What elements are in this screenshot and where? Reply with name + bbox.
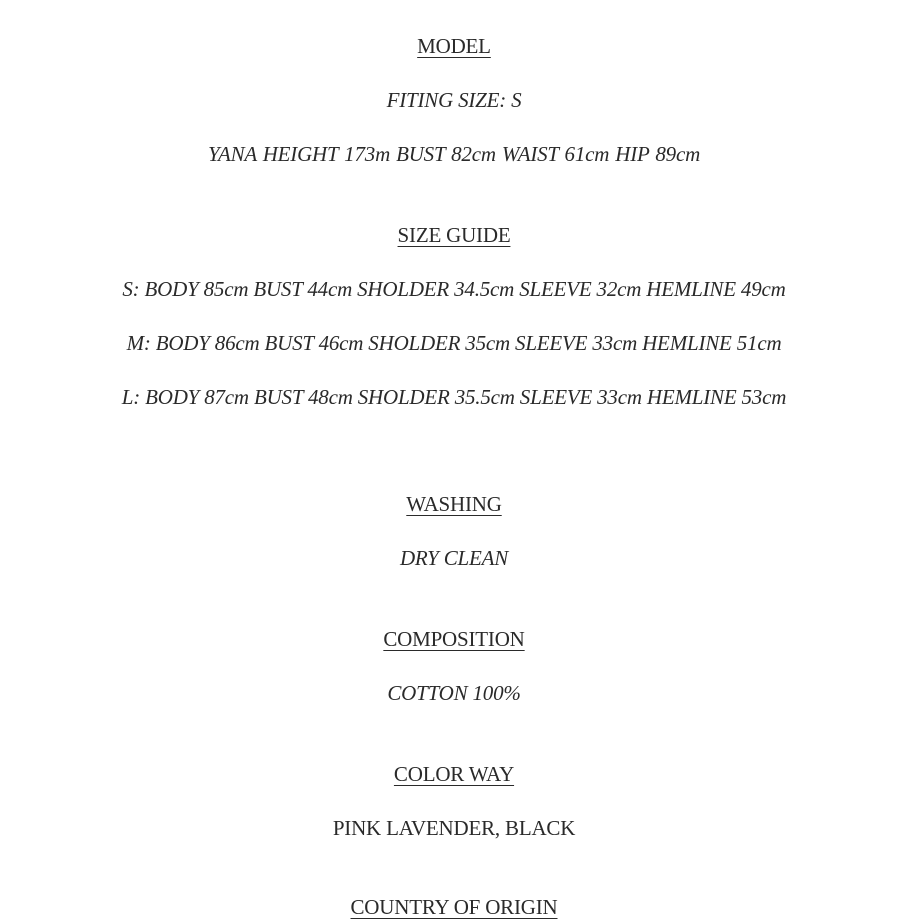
color-way-value: PINK LAVENDER, BLACK	[332, 816, 576, 840]
washing-value: DRY CLEAN	[399, 546, 509, 570]
composition-heading: COMPOSITION	[383, 627, 525, 651]
size-row-s: S: BODY 85cm BUST 44cm SHOLDER 34.5cm SLEEVE 32cm HEMLINE 49cm	[122, 277, 786, 301]
washing-heading: WASHING	[406, 492, 502, 516]
size-row-m: M: BODY 86cm BUST 46cm SHOLDER 35cm SLEEVE 33cm HEMLINE 51cm	[126, 331, 782, 355]
fitting-size: FITING SIZE: S	[386, 88, 522, 112]
color-way-heading: COLOR WAY	[393, 762, 515, 786]
size-row-l: L: BODY 87cm BUST 48cm SHOLDER 35.5cm SLEEVE 33cm HEMLINE 53cm	[121, 385, 787, 409]
size-guide-heading: SIZE GUIDE	[397, 223, 511, 247]
country-of-origin-heading: COUNTRY OF ORIGIN	[350, 895, 558, 919]
model-measurements: YANA HEIGHT 173m BUST 82cm WAIST 61cm HIP 89cm	[207, 142, 701, 166]
composition-value: COTTON 100%	[387, 681, 521, 705]
model-heading: MODEL	[417, 34, 491, 58]
